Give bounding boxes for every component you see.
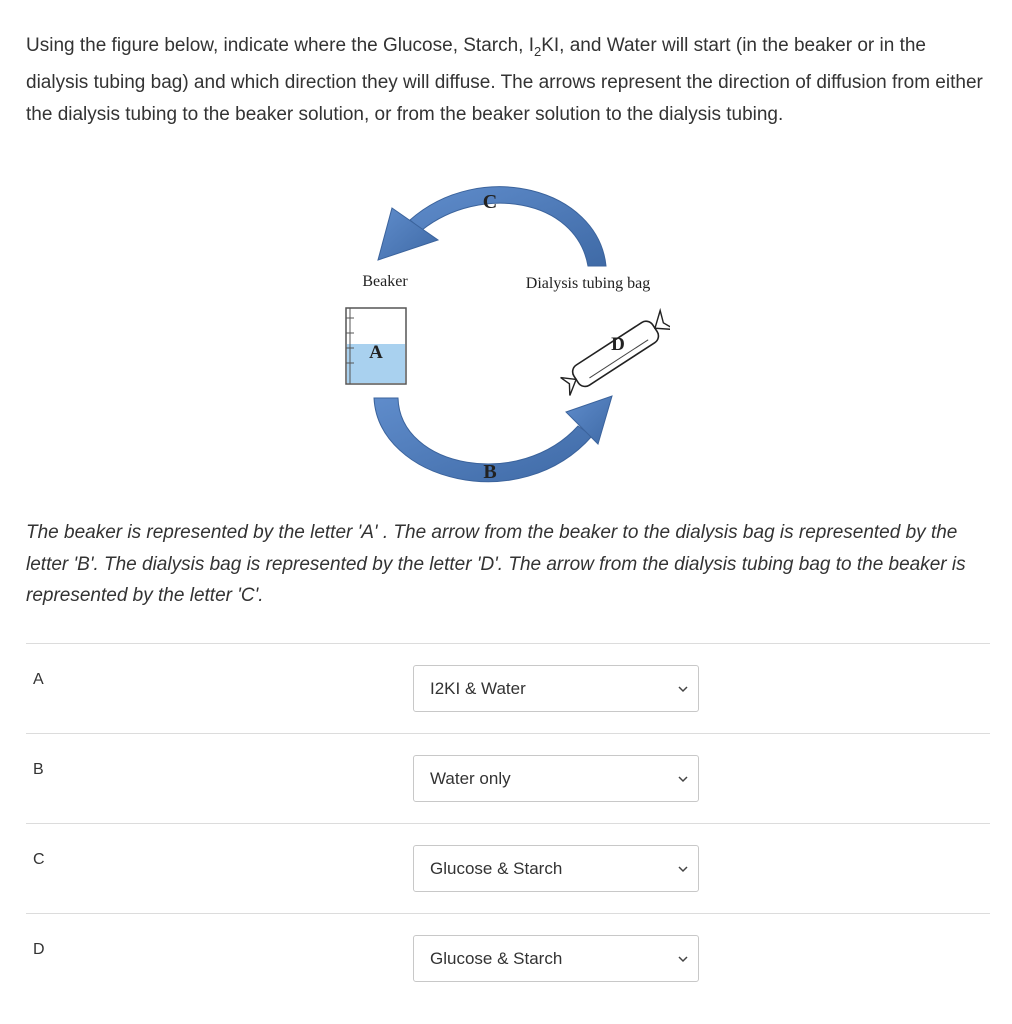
question-text-part1: Using the figure below, indicate where the Glucose, Starch, I — [26, 35, 534, 56]
select-value: Glucose & Starch — [430, 949, 563, 968]
answer-row-label: A — [33, 671, 44, 688]
figure-caption: The beaker is represented by the letter 'A' . The arrow from the beaker to the dialysis bag is represented by the letter 'B'. The dialysis bag is represented by the letter 'D'. The arrow from the dialysis tubing bag to the beaker is represented by the letter 'C'. — [26, 522, 966, 606]
question-text — [26, 30, 986, 130]
question-subscript: 2 — [534, 43, 542, 59]
answer-row-d — [26, 913, 990, 1004]
select-value: Glucose & Starch — [430, 859, 563, 878]
label-c: C — [482, 191, 498, 213]
answer-row-label: D — [33, 941, 45, 958]
chevron-down-icon — [677, 683, 689, 695]
chevron-down-icon — [677, 953, 689, 965]
answer-row-a — [26, 643, 990, 734]
answer-row-label: B — [33, 761, 44, 778]
select-value: Water only — [430, 769, 511, 788]
answer-row-label: C — [33, 851, 45, 868]
answer-select-d[interactable] — [413, 935, 699, 982]
answer-row-b — [26, 733, 990, 824]
chevron-down-icon — [677, 863, 689, 875]
question-text-part2: KI, and Water will start (in the beaker or in the dialysis tubing bag) and which direction they will diffuse. The arrows represent the direction of diffusion from either the dialysis tubing to the beaker solution, or from the beaker solution to the dialysis tubing. — [26, 35, 983, 125]
chevron-down-icon — [677, 773, 689, 785]
label-beaker: Beaker — [362, 273, 408, 290]
select-value: I2KI & Water — [430, 679, 526, 698]
answer-select-b[interactable] — [413, 755, 699, 802]
answer-select-c[interactable] — [413, 845, 699, 892]
label-a: A — [369, 342, 383, 363]
label-dialysis-bag: Dialysis tubing bag — [525, 275, 651, 292]
answer-select-a[interactable] — [413, 665, 699, 712]
label-b: B — [483, 461, 497, 483]
diffusion-figure — [330, 168, 670, 498]
label-d: D — [611, 334, 625, 355]
answer-row-c — [26, 823, 990, 914]
